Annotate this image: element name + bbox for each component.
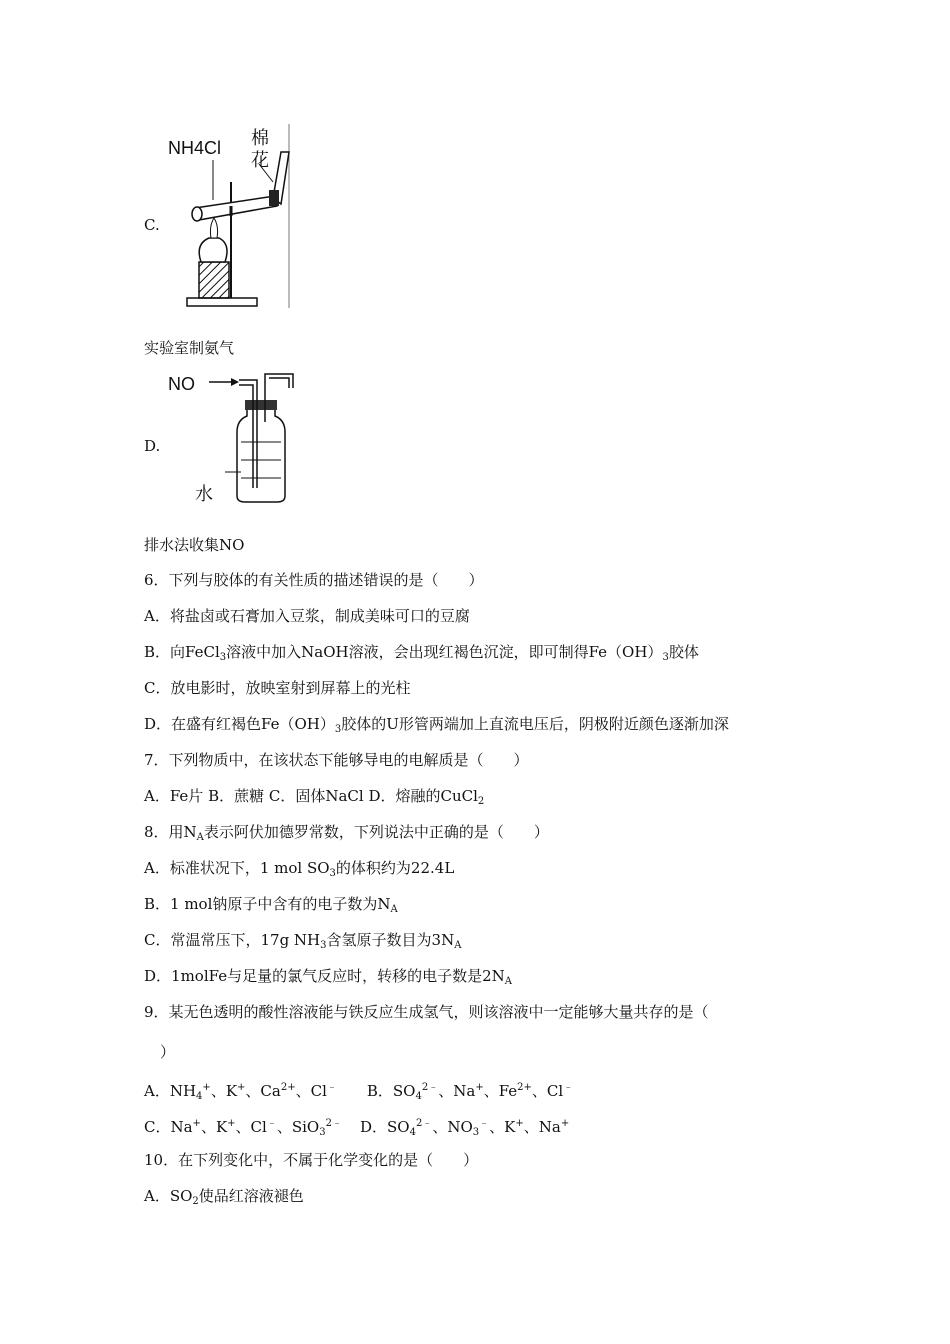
cotton-label-2: 花 (251, 150, 269, 170)
q10-option-a: A．$SO_2$使品红溶液褪色 (144, 1187, 304, 1207)
option-c-caption: 实验室制氨气 (144, 339, 235, 357)
q9-stem-end: ） (160, 1043, 176, 1061)
cotton-label-1: 棉 (251, 128, 269, 148)
q9-stem: 9．某无色透明的酸性溶液能与铁反应生成氢气，则该溶液中一定能够大量共存的是（ (144, 1003, 709, 1021)
q6-option-d: D．在盛有红褐色$Fe(OH)_3$胶体的U形管两端加上直流电压后，阴极附近颜色逐渐加深 (144, 715, 729, 735)
q6-stem: 6．下列与胶体的有关性质的描述错误的是（ ） (144, 571, 484, 589)
q8-option-d: D．1molFe与足量的氯气反应时，转移的电子数是$2N_A$ (144, 967, 512, 987)
q6-option-b: B．向FeCl$_3$溶液中加入NaOH溶液，会出现红褐色沉淀，即可制得$Fe(OH)_3$胶体 (144, 643, 699, 663)
ammonia-apparatus-figure (165, 122, 295, 312)
q8-stem: 8．用$N_A$表示阿伏加德罗常数，下列说法中正确的是（ ） (144, 823, 549, 843)
option-c-label: C. (144, 216, 160, 234)
q9-options-ab: A．$NH_4^+$、K+、$Ca^{2+}$、Cl﹣ B．$SO_4^{2﹣}$、Na+、$Fe^{2+}$、Cl﹣ (144, 1082, 574, 1102)
q6-option-c: C．放电影时，放映室射到屏幕上的光柱 (144, 679, 411, 697)
no-gas-label: NO (168, 374, 195, 394)
gas-collection-bottle-figure (165, 368, 295, 508)
q7-stem: 7．下列物质中，在该状态下能够导电的电解质是（ ） (144, 751, 529, 769)
q8-option-a: A．标准状况下，1 mol $SO_3$的体积约为22.4L (144, 859, 455, 879)
q9-options-cd: C．Na+、K+、Cl﹣、SiO$_3^{2﹣}$ D．$SO_4^{2﹣}$、$NO_3^﹣$、K+、Na+ (144, 1118, 570, 1138)
q8-option-c: C．常温常压下，17g $NH_3$含氢原子数目为$3N_A$ (144, 931, 462, 951)
option-d-label: D. (144, 437, 161, 455)
water-label: 水 (195, 484, 213, 504)
option-d-caption: 排水法收集NO (144, 536, 245, 554)
q10-stem: 10．在下列变化中，不属于化学变化的是（ ） (144, 1151, 479, 1169)
q7-options: A．Fe片 B．蔗糖 C．固体NaCl D．熔融的CuCl$_2$ (144, 787, 485, 807)
nh4cl-label: NH4Cl (168, 138, 222, 158)
q8-option-b: B．1 mol钠原子中含有的电子数为$N_A$ (144, 895, 398, 915)
q6-option-a: A．将盐卤或石膏加入豆浆，制成美味可口的豆腐 (144, 607, 470, 625)
